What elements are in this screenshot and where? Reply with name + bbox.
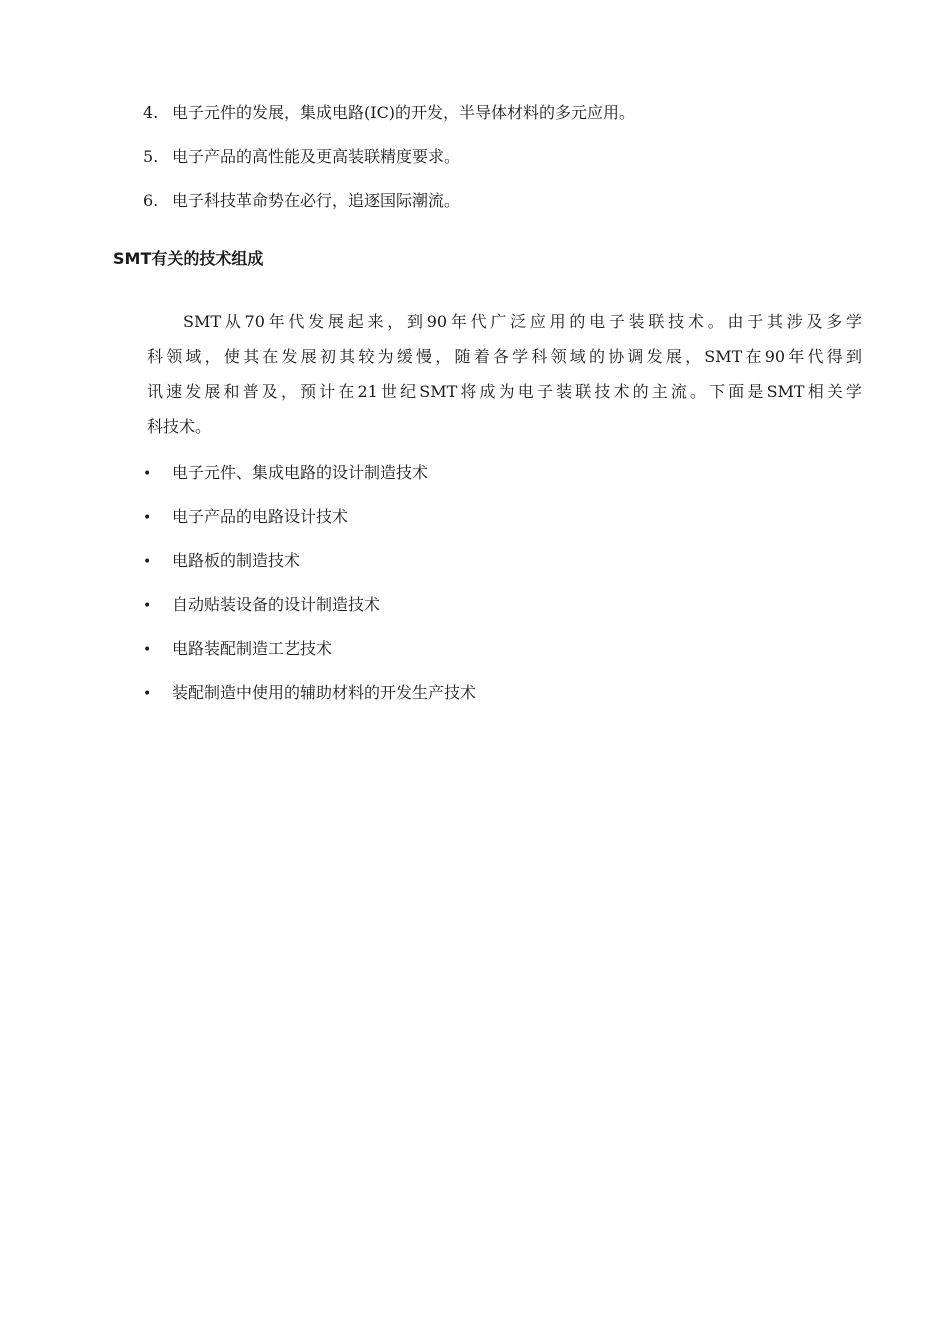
bullet-text: 电子元件、集成电路的设计制造技术 [172,463,429,482]
item-text: 电子元件的发展，集成电路(IC)的开发，半导体材料的多元应用。 [172,103,636,122]
paragraph-line: SMT从70年代发展起来，到90年代广泛应用的电子装联技术。由于其涉及多学 [183,312,862,331]
item-number: 5. [143,147,159,166]
bullet-item [143,506,348,529]
bullet-icon: • [143,686,152,702]
bullet-text: 自动贴装设备的设计制造技术 [172,595,381,614]
item-number: 6. [143,191,159,210]
bullet-icon: • [143,554,152,570]
bullet-item [143,682,476,705]
section-heading: SMT有关的技术组成 [113,249,264,268]
bullet-item [143,462,428,485]
paragraph-line: 科领域，使其在发展初其较为缓慢，随着各学科领域的协调发展，SMT在90年代得到 [147,347,862,366]
item-number: 4. [143,103,159,122]
item-text: 电子产品的高性能及更高装联精度要求。 [172,147,461,166]
paragraph-line: 讯速发展和普及，预计在21世纪SMT将成为电子装联技术的主流。下面是SMT相关学 [147,382,862,401]
bullet-text: 电路板的制造技术 [172,551,301,570]
bullet-text: 电子产品的电路设计技术 [172,507,349,526]
item-text: 电子科技革命势在必行，追逐国际潮流。 [172,191,461,210]
numbered-item [143,190,460,212]
bullet-item [143,550,300,573]
bullet-item [143,638,332,661]
bullet-text: 装配制造中使用的辅助材料的开发生产技术 [172,683,477,702]
bullet-icon: • [143,642,152,658]
bullet-icon: • [143,466,152,482]
numbered-item [143,146,460,168]
numbered-item [143,102,635,124]
section-paragraph [147,304,862,444]
bullet-icon: • [143,598,152,614]
bullet-item [143,594,380,617]
paragraph-line: 科技术。 [147,417,212,436]
bullet-text: 电路装配制造工艺技术 [172,639,333,658]
bullet-icon: • [143,510,152,526]
